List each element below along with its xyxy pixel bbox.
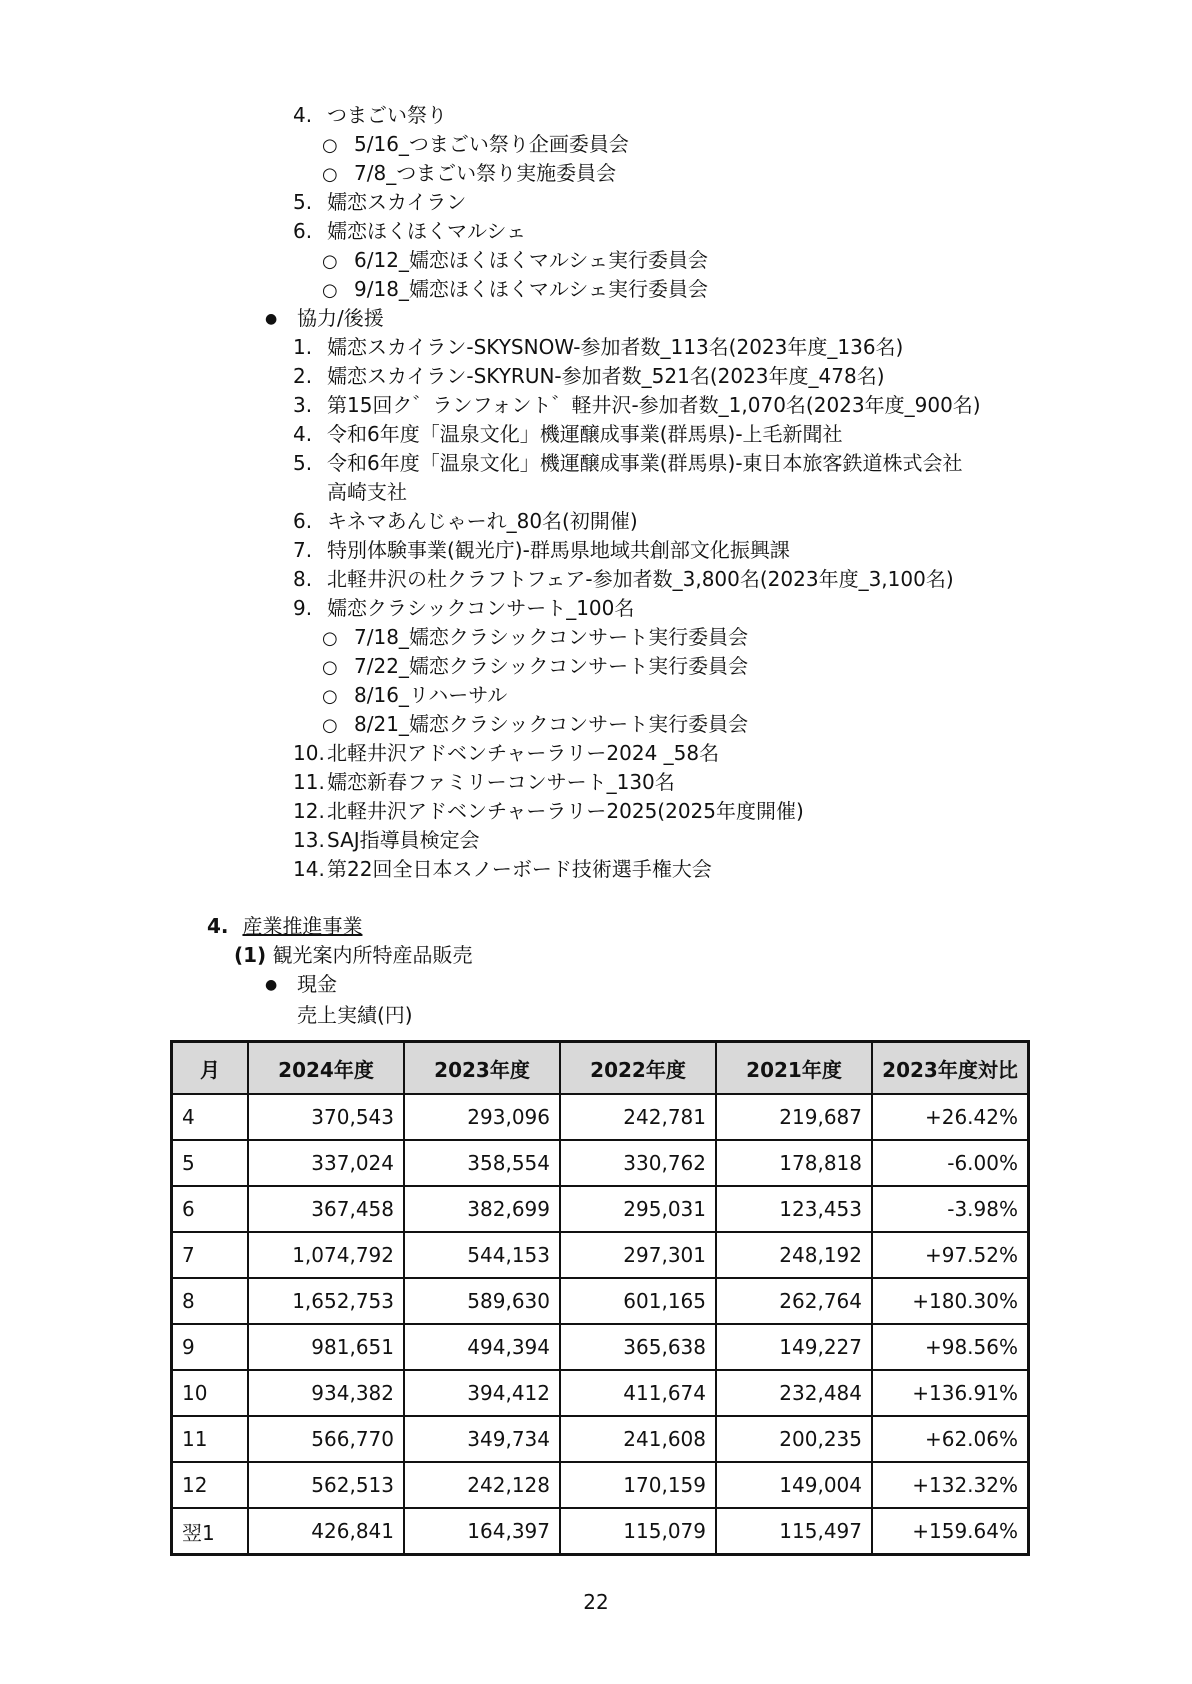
list-subitem: ○ 8/21_嬬恋クラシックコンサート実行委員会 bbox=[322, 710, 748, 740]
circle-bullet-icon: ○ bbox=[322, 715, 338, 736]
list-item: 14. 第22回全日本スノーボード技術選手権大会 bbox=[293, 857, 712, 881]
sales-table bbox=[170, 1040, 1030, 1556]
list-item: 12. 北軽井沢アドベンチャーラリー2025(2025年度開催) bbox=[293, 799, 804, 823]
cooperation-heading: ● 協力/後援 bbox=[265, 304, 384, 333]
table-row: 10 934,382 394,412 411,674 232,484 +136.91% bbox=[172, 1370, 1029, 1416]
table-row: 11 566,770 349,734 241,608 200,235 +62.06% bbox=[172, 1416, 1029, 1462]
list-subitem: ○ 9/18_嬬恋ほくほくマルシェ実行委員会 bbox=[322, 275, 708, 305]
header-ratio: 2023年度対比 bbox=[872, 1042, 1029, 1095]
header-fy2022: 2022年度 bbox=[560, 1042, 716, 1095]
circle-bullet-icon: ○ bbox=[322, 657, 338, 678]
disc-bullet-icon: ● bbox=[265, 311, 278, 327]
table-row: 翌1 426,841 164,397 115,079 115,497 +159.64% bbox=[172, 1508, 1029, 1555]
list-item: 11. 嬬恋新春ファミリーコンサート_130名 bbox=[293, 770, 675, 794]
list-item: 2. 嬬恋スカイラン-SKYRUN-参加者数_521名(2023年度_478名) bbox=[293, 364, 885, 388]
circle-bullet-icon: ○ bbox=[322, 164, 338, 185]
header-fy2024: 2024年度 bbox=[248, 1042, 404, 1095]
list-item: 4. つまごい祭り bbox=[293, 103, 447, 127]
circle-bullet-icon: ○ bbox=[322, 280, 338, 301]
list-subitem: ○ 6/12_嬬恋ほくほくマルシェ実行委員会 bbox=[322, 246, 708, 276]
table-caption: 売上実績(円) bbox=[297, 1003, 413, 1027]
table-row: 12 562,513 242,128 170,159 149,004 +132.32% bbox=[172, 1462, 1029, 1508]
header-fy2023: 2023年度 bbox=[404, 1042, 560, 1095]
list-item: 6. キネマあんじゃーれ_80名(初開催) bbox=[293, 509, 638, 533]
header-month: 月 bbox=[172, 1042, 249, 1095]
list-item: 6. 嬬恋ほくほくマルシェ bbox=[293, 219, 527, 243]
list-subitem: ○ 7/22_嬬恋クラシックコンサート実行委員会 bbox=[322, 652, 748, 682]
list-subitem: ○ 7/8_つまごい祭り実施委員会 bbox=[322, 159, 616, 189]
circle-bullet-icon: ○ bbox=[322, 251, 338, 272]
list-item: 8. 北軽井沢の杜クラフトフェア-参加者数_3,800名(2023年度_3,100名) bbox=[293, 567, 954, 591]
table-row: 5 337,024 358,554 330,762 178,818 -6.00% bbox=[172, 1140, 1029, 1186]
list-item: 5. 令和6年度「温泉文化」機運醸成事業(群馬県)-東日本旅客鉄道株式会社 bbox=[293, 451, 963, 475]
list-item: 10. 北軽井沢アドベンチャーラリー2024 _58名 bbox=[293, 741, 720, 765]
list-item: 1. 嬬恋スカイラン-SKYSNOW-参加者数_113名(2023年度_136名) bbox=[293, 335, 904, 359]
list-item: 4. 令和6年度「温泉文化」機運醸成事業(群馬県)-上毛新聞社 bbox=[293, 422, 843, 446]
list-subitem: ○ 7/18_嬬恋クラシックコンサート実行委員会 bbox=[322, 623, 748, 653]
table-row: 4 370,543 293,096 242,781 219,687 +26.42% bbox=[172, 1094, 1029, 1140]
list-item: 3. 第15回ク゛ランフォント゛軽井沢-参加者数_1,070名(2023年度_900名) bbox=[293, 393, 981, 417]
disc-bullet-icon: ● bbox=[265, 977, 278, 993]
table-row: 8 1,652,753 589,630 601,165 262,764 +180.30% bbox=[172, 1278, 1029, 1324]
table-header-row bbox=[172, 1042, 1029, 1095]
circle-bullet-icon: ○ bbox=[322, 628, 338, 649]
circle-bullet-icon: ○ bbox=[322, 686, 338, 707]
table-row: 9 981,651 494,394 365,638 149,227 +98.56% bbox=[172, 1324, 1029, 1370]
list-item: 9. 嬬恋クラシックコンサート_100名 bbox=[293, 596, 635, 620]
section-heading: 4. 産業推進事業 bbox=[207, 914, 363, 938]
page-number: 22 bbox=[583, 1590, 609, 1614]
list-item: 5. 嬬恋スカイラン bbox=[293, 190, 467, 214]
list-item: 7. 特別体験事業(観光庁)-群馬県地域共創部文化振興課 bbox=[293, 538, 790, 562]
cash-bullet: ● 現金 bbox=[265, 970, 337, 999]
circle-bullet-icon: ○ bbox=[322, 135, 338, 156]
list-item-continuation: 高崎支社 bbox=[327, 480, 407, 504]
table-row: 6 367,458 382,699 295,031 123,453 -3.98% bbox=[172, 1186, 1029, 1232]
list-subitem: ○ 8/16_リハーサル bbox=[322, 681, 507, 711]
subsection-heading: (1) 観光案内所特産品販売 bbox=[234, 943, 473, 967]
header-fy2021: 2021年度 bbox=[716, 1042, 872, 1095]
list-subitem: ○ 5/16_つまごい祭り企画委員会 bbox=[322, 130, 629, 160]
table-row: 7 1,074,792 544,153 297,301 248,192 +97.52% bbox=[172, 1232, 1029, 1278]
list-item: 13. SAJ指導員検定会 bbox=[293, 828, 480, 852]
